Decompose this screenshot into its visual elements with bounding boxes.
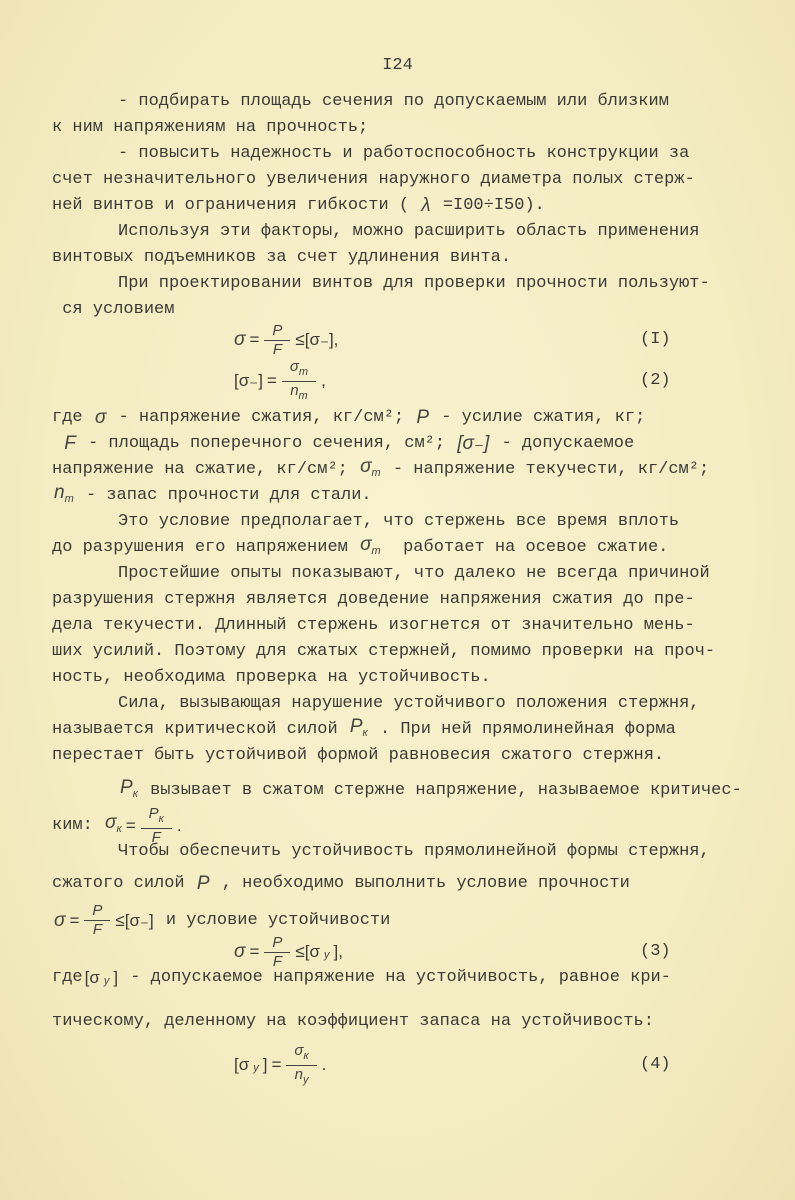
equation-number: (I) <box>640 330 671 349</box>
math-symbol <box>195 871 212 897</box>
math-operator: ≤[σ <box>295 942 320 961</box>
equation-formula <box>232 322 340 359</box>
fraction-denominator <box>271 341 284 359</box>
math-subscript: у <box>253 1062 259 1074</box>
math-symbol <box>419 193 432 219</box>
math-operator: [σ <box>84 968 100 987</box>
math-operator: [σ₋] <box>234 371 263 390</box>
text-segment: напряжение на сжатие, кг/см²; <box>52 460 359 479</box>
text-segment: ся условием <box>52 300 175 319</box>
equation-number: (2) <box>640 371 671 390</box>
text-segment: , необходимо выполнить условие прочности <box>211 873 630 893</box>
text-line <box>52 691 732 717</box>
text-line <box>52 405 732 431</box>
text-line <box>52 587 732 613</box>
math-operator: = <box>249 942 260 961</box>
text-line <box>52 219 732 245</box>
math-symbol-base: P <box>416 407 430 428</box>
math-symbol <box>91 921 104 938</box>
text-segment: - напряжение текучести, кг/см²; <box>382 460 710 479</box>
math-symbol <box>348 714 370 746</box>
math-operator: ], <box>333 942 343 961</box>
text-line <box>52 902 732 939</box>
math-symbol-base: σ <box>360 534 372 555</box>
text-line <box>52 271 732 297</box>
fraction-numerator <box>84 902 110 921</box>
equation-formula <box>232 1042 328 1089</box>
equation-line <box>52 933 732 970</box>
math-subscript: к <box>158 813 164 825</box>
fraction-denominator <box>293 1066 311 1089</box>
math-symbol <box>288 381 310 402</box>
text-segment: тическому, деленному на коэффициент запаса на устойчивость: <box>52 1011 654 1031</box>
fraction <box>282 358 316 405</box>
equation-number: (4) <box>640 1055 671 1074</box>
math-symbol <box>232 327 247 353</box>
fraction-numerator <box>286 1042 316 1066</box>
text-segment: работает на осевое сжатие. <box>382 538 669 557</box>
text-line <box>52 535 732 561</box>
math-symbol-base: σ <box>360 456 372 477</box>
text-segment: где <box>52 968 83 987</box>
math-symbol-base: P <box>272 933 283 951</box>
text-segment: называется критической силой <box>52 720 348 739</box>
math-operator: ] <box>113 968 119 987</box>
text-segment: перестает быть устойчивой формой равновесия сжатого стержня. <box>52 746 665 765</box>
math-symbol <box>358 454 383 486</box>
text-segment: - допускаемое напряжение на устойчивость, равное кри- <box>120 968 671 987</box>
text-segment: - запас прочности для стали. <box>75 486 372 505</box>
text-line <box>52 805 732 846</box>
math-operator: = <box>125 816 136 835</box>
math-symbol <box>52 908 67 934</box>
math-operator: ≤[σ₋] <box>115 910 154 930</box>
text-segment: винтовых подъемников за счет удлинения винта. <box>52 248 512 267</box>
text-segment: ших усилий. Поэтому для сжатых стержней, помимо проверки на проч- <box>52 642 716 661</box>
text-segment: - допускаемое <box>491 434 635 453</box>
math-symbol <box>90 902 104 919</box>
math-symbol <box>292 1041 310 1062</box>
text-line <box>52 457 732 483</box>
text-line <box>52 167 732 193</box>
math-symbol-base: σ <box>234 941 246 962</box>
equation-formula <box>232 358 328 405</box>
text-line <box>52 431 732 457</box>
text-line <box>52 665 732 691</box>
fraction-numerator <box>282 358 316 382</box>
text-line <box>52 193 732 219</box>
math-symbol-base: σ <box>94 407 107 428</box>
fraction-numerator <box>264 322 290 341</box>
math-operator: . <box>176 816 182 835</box>
math-symbol <box>232 939 247 965</box>
fraction <box>84 902 110 939</box>
math-symbol <box>414 405 431 431</box>
math-symbol <box>270 934 284 951</box>
math-operator: = <box>69 910 80 930</box>
math-symbol <box>288 357 310 378</box>
text-segment: Чтобы обеспечить устойчивость прямолинейной формы стержня, <box>118 842 710 861</box>
equation-line <box>52 357 732 405</box>
equation-line <box>52 323 732 357</box>
math-symbol-base: λ <box>421 195 431 216</box>
math-subscript: у <box>302 1073 309 1086</box>
text-segment: =I00÷I50). <box>432 196 545 215</box>
math-symbol <box>270 322 284 339</box>
text-line <box>52 297 732 323</box>
math-symbol <box>322 936 332 968</box>
text-segment: разрушения стержня является доведение напряжения сжатия до пре- <box>52 590 695 609</box>
math-symbol-base: F <box>272 952 282 970</box>
math-symbol <box>455 431 491 457</box>
text-line <box>52 509 732 535</box>
fraction <box>264 322 290 359</box>
fraction-denominator <box>288 382 310 405</box>
text-segment: ким: <box>52 816 104 835</box>
math-symbol <box>118 775 140 807</box>
math-operator: [σ <box>234 1055 250 1074</box>
text-segment: - площадь поперечного сечения, см²; <box>77 434 456 453</box>
math-subscript: к <box>303 1049 309 1062</box>
equation-line <box>52 1041 732 1086</box>
text-line <box>52 743 732 769</box>
math-symbol-base: σ <box>289 357 299 375</box>
text-line <box>52 115 732 141</box>
text-segment: - напряжение сжатия, кг/см²; <box>108 408 415 427</box>
fraction-numerator <box>264 934 290 953</box>
math-subscript: к <box>116 823 122 835</box>
math-symbol <box>93 405 108 431</box>
fraction-numerator <box>141 805 172 829</box>
math-symbol-base: F <box>92 921 102 938</box>
math-symbol <box>147 805 166 825</box>
math-subscript: т <box>371 545 381 557</box>
text-segment: вызывает в сжатом стержне напряжение, называемое критичес- <box>139 781 742 800</box>
text-segment: - повысить надежность и работоспособность конструкции за <box>118 144 690 163</box>
math-symbol-base: [σ₋] <box>457 433 490 454</box>
math-operator: , <box>321 371 326 390</box>
math-subscript: у <box>103 975 110 987</box>
text-segment: При проектировании винтов для проверки прочности пользуют- <box>118 274 710 293</box>
text-line <box>52 639 732 665</box>
math-symbol-base: σ <box>54 909 66 931</box>
text-line <box>52 245 732 271</box>
text-line <box>52 483 732 509</box>
text-segment: и условие устойчивости <box>155 910 391 930</box>
text-line <box>52 839 732 865</box>
text-segment <box>52 431 62 457</box>
text-segment: сжатого силой <box>52 873 195 893</box>
text-segment: до разрушения его напряжением <box>52 538 359 557</box>
fraction-denominator <box>91 921 104 939</box>
math-symbol-base: P <box>92 902 103 919</box>
math-symbol-base: P <box>120 777 133 798</box>
math-operator: = <box>271 1055 282 1074</box>
math-symbol-base: σ <box>105 812 117 833</box>
text-segment: . При ней прямолинейная форма <box>369 720 676 739</box>
text-segment: - усилие сжатия, кг; <box>431 408 646 427</box>
text-line <box>52 991 732 1052</box>
math-subscript: т <box>64 493 74 505</box>
math-symbol <box>293 1065 311 1086</box>
text-line <box>52 141 732 167</box>
math-symbol-base: P <box>272 321 283 339</box>
document-body <box>52 89 742 1086</box>
math-symbol-base: n <box>290 381 299 399</box>
math-symbol <box>52 480 76 512</box>
text-segment: - подбирать площадь сечения по допускаемым или близким <box>118 92 669 111</box>
math-symbol-base: P <box>196 872 210 894</box>
math-symbol <box>103 810 124 842</box>
text-segment: ность, необходима проверка на устойчивость. <box>52 668 491 687</box>
fraction <box>286 1042 316 1089</box>
text-segment: Простейшие опыты показывают, что далеко не всегда причиной <box>118 564 710 583</box>
text-line <box>52 89 732 115</box>
text-segment: где <box>52 408 93 427</box>
math-symbol-base: σ <box>234 329 246 350</box>
math-symbol-base: n <box>54 482 65 503</box>
math-subscript: т <box>298 389 308 402</box>
text-segment: Используя эти факторы, можно расширить область применения <box>118 222 700 241</box>
math-operator: . <box>321 1055 327 1074</box>
math-symbol <box>62 431 78 457</box>
text-line <box>52 613 732 639</box>
text-segment: дела текучести. Длинный стержень изогнется от значительно мень- <box>52 616 695 635</box>
text-segment: к ним напряжениям на прочность; <box>52 118 369 137</box>
math-subscript: т <box>298 365 309 378</box>
text-segment: счет незначительного увеличения наружного диаметра полых стерж- <box>52 170 695 189</box>
text-segment: Сила, вызывающая нарушение устойчивого положения стержня, <box>118 694 700 713</box>
text-line <box>52 561 732 587</box>
math-symbol-base: P <box>148 805 159 822</box>
page-number: I24 <box>382 56 413 75</box>
text-line <box>52 965 732 991</box>
math-symbol-base: F <box>64 433 76 454</box>
math-operator: = <box>266 371 277 390</box>
math-operator: = <box>249 330 260 349</box>
math-subscript: к <box>362 727 368 739</box>
math-operator: ≤[σ₋], <box>295 330 339 349</box>
math-subscript: у <box>323 949 330 961</box>
math-subscript: к <box>132 788 138 800</box>
text-line <box>52 865 732 902</box>
math-symbol-base: F <box>272 340 282 358</box>
text-line <box>52 717 732 743</box>
math-operator: ] <box>262 1055 268 1074</box>
math-symbol <box>251 1049 261 1081</box>
math-symbol-base: n <box>294 1065 303 1083</box>
text-segment: ней винтов и ограничения гибкости ( <box>52 196 420 215</box>
math-subscript: т <box>371 467 381 479</box>
math-symbol <box>358 532 383 564</box>
math-symbol <box>102 962 112 994</box>
math-symbol-base: P <box>349 716 363 737</box>
math-symbol <box>271 341 284 358</box>
math-symbol-base: σ <box>294 1041 304 1059</box>
math-symbol-base: F <box>151 829 161 846</box>
equation-number: (3) <box>640 942 671 961</box>
text-segment: Это условие предполагает, что стержень все время вплоть <box>118 512 680 531</box>
